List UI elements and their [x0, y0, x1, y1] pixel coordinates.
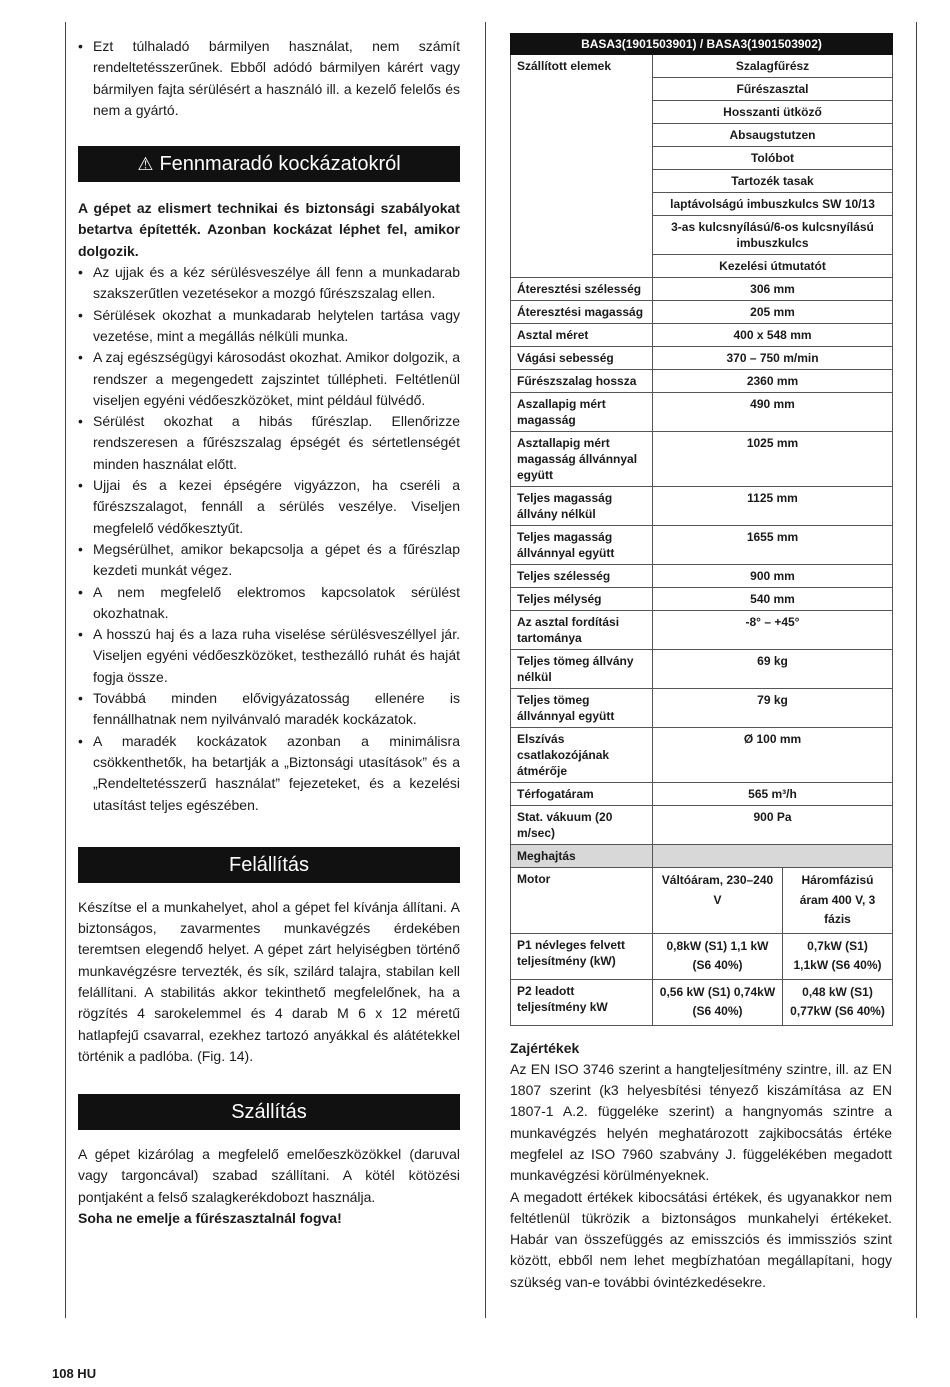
motor-ac-value: 0,8kW (S1) 1,1 kW (S6 40%)	[653, 933, 783, 979]
delivered-item: 3-as kulcsnyílású/6-os kulcsnyílású imbuszkulcs	[653, 216, 893, 255]
delivered-item: Fűrészasztal	[653, 78, 893, 101]
spec-row	[511, 611, 893, 650]
risk-bullet: • A zaj egészségügyi károsodást okozhat. Amikor dolgozik, a rendszer a megengedett zajszintet túllépheti. Feltétlenül viseljen egyéni védőeszközöket, mint például fülvédő.	[78, 347, 460, 411]
risks-heading	[78, 146, 460, 182]
spec-value: 370 – 750 m/min	[653, 347, 893, 370]
risk-bullet: • A maradék kockázatok azonban a minimálisra csökkenthetők, ha betartják a „Biztonsági utasítások” és a „Rendeltetésszerű használat” fejezeteket, és a kezelési utasítást teljes egészében.	[78, 731, 460, 816]
motor-row	[511, 933, 893, 979]
spec-value: 400 x 548 mm	[653, 324, 893, 347]
page-number: 108 HU	[52, 1366, 97, 1381]
drive-section-row	[511, 845, 893, 868]
spec-row	[511, 526, 893, 565]
spec-row	[511, 806, 893, 845]
spec-label: Áteresztési magasság	[511, 301, 653, 324]
spec-row	[511, 650, 893, 689]
setup-text: Készítse el a munkahelyet, ahol a gépet fel kívánja állítani. A biztonságos, zavarmentes munkavégzés érdekében teremtsen elegendő helyet. A gépet zárt helyiségben történő munkavégzésre tervezték, és sík, szilárd talajra, stabilan kell felállítani. A stabilitás akkor tekinthető megfelelőnek, ha a rögzítés 4 sarokelemmel és 4 darab M 6 x 12 méretű hatlapfejű csavarral, ezekhez tartozó anyákkal és alátétekkel történik a padlóba. (Fig. 14).	[78, 898, 460, 1064]
noise-paragraph-1: Az EN ISO 3746 szerint a hangteljesítmény szintre, ill. az EN 1807 szerint (k3 helyesbítési tényező kiszámítása az EN 1807-1 A.2. függeléke szerint) a hangnyomás szintre a munkavégzés helyén meghatározott zajkibocsátás értéke megfelel az ISO 7960 szabvány J. függelékében megadott munkavégzési körülményeknek.	[510, 1060, 892, 1184]
spec-label: Áteresztési szélesség	[511, 278, 653, 301]
spec-label: Fűrészszalag hossza	[511, 370, 653, 393]
spec-value: Ø 100 mm	[653, 728, 893, 783]
spec-label: Teljes tömeg állvány nélkül	[511, 650, 653, 689]
transport-text: A gépet kizárólag a megfelelő emelőeszközökkel (daruval vagy targoncával) szabad szállítani. A kötél kötözési pontjaként a felső szalagkerékdobozt használja.	[78, 1146, 460, 1205]
spec-row	[511, 728, 893, 783]
risks-title: Fennmaradó kockázatokról	[159, 153, 401, 176]
spec-label: Teljes mélység	[511, 588, 653, 611]
drive-section-label: Meghajtás	[511, 845, 653, 868]
spec-row	[511, 278, 893, 301]
spec-value: 205 mm	[653, 301, 893, 324]
spec-value: 900 Pa	[653, 806, 893, 845]
risk-bullet: • Sérülések okozhat a munkadarab helytelen tartása vagy vezetése, mint a megállás nélküli munka.	[78, 305, 460, 348]
transport-heading	[78, 1094, 460, 1130]
motor-row	[511, 868, 893, 934]
spec-table-header: BASA3(1901503901) / BASA3(1901503902)	[511, 34, 893, 55]
spec-value: 1125 mm	[653, 487, 893, 526]
spec-row	[511, 370, 893, 393]
spec-label: Térfogatáram	[511, 783, 653, 806]
spec-label: Az asztal fordítási tartománya	[511, 611, 653, 650]
risk-bullet: • A nem megfelelő elektromos kapcsolatok sérülést okozhatnak.	[78, 582, 460, 625]
motor-ac-value: 0,56 kW (S1) 0,74kW (S6 40%)	[653, 979, 783, 1025]
spec-row	[511, 565, 893, 588]
motor-row	[511, 979, 893, 1025]
spec-row	[511, 347, 893, 370]
motor-three-phase-value: 0,7kW (S1) 1,1kW (S6 40%)	[783, 933, 893, 979]
noise-title: Zajértékek	[510, 1039, 580, 1056]
delivered-item: Tartozék tasak	[653, 170, 893, 193]
spec-row	[511, 393, 893, 432]
setup-title: Felállítás	[228, 853, 310, 876]
motor-label: Motor	[511, 868, 653, 934]
spec-value: 1655 mm	[653, 526, 893, 565]
spec-row	[511, 487, 893, 526]
spec-value: 69 kg	[653, 650, 893, 689]
column-rule-right	[916, 22, 917, 1318]
left-column	[78, 36, 460, 1229]
spec-label: Vágási sebesség	[511, 347, 653, 370]
spec-value: 900 mm	[653, 565, 893, 588]
risk-bullet: • A hosszú haj és a laza ruha viselése sérülésveszéllyel jár. Viseljen egyéni védőeszközöket, testhezálló ruhát és haját fogja össze.	[78, 624, 460, 688]
delivered-label: Szállított elemek	[511, 55, 653, 278]
spec-value: 490 mm	[653, 393, 893, 432]
setup-heading	[78, 847, 460, 883]
spec-row	[511, 783, 893, 806]
risks-lead: A gépet az elismert technikai és biztonsági szabályokat betartva építették. Azonban kockázat léphet fel, amikor dolgozik.	[78, 200, 460, 259]
spec-row	[511, 689, 893, 728]
transport-warning: Soha ne emelje a fűrészasztalnál fogva!	[78, 1210, 342, 1227]
warning-icon: ⚠	[137, 154, 154, 175]
motor-label: P2 leadott teljesítmény kW	[511, 979, 653, 1025]
spec-label: Asztal méret	[511, 324, 653, 347]
spec-value: 306 mm	[653, 278, 893, 301]
column-rule-left	[65, 22, 66, 1318]
spec-value: 79 kg	[653, 689, 893, 728]
spec-value: 565 m³/h	[653, 783, 893, 806]
risk-bullet: • Sérülést okozhat a hibás fűrészlap. Ellenőrizze rendszeresen a fűrészszalag épségét és sértetlenségét minden használat előtt.	[78, 411, 460, 475]
spec-label: Aszallapig mért magasság	[511, 393, 653, 432]
risks-list	[78, 262, 460, 816]
spec-value: 2360 mm	[653, 370, 893, 393]
spec-label: Elszívás csatlakozójának átmérője	[511, 728, 653, 783]
intro-bullet: • Ezt túlhaladó bármilyen használat, nem számít rendeltetésszerűnek. Ebből adódó bármilyen kárért vagy bármilyen fajta sérülésért a használó ill. a kezelő felelős és nem a gyártó.	[78, 36, 460, 121]
spec-label: Asztallapig mért magasság állvánnyal együtt	[511, 432, 653, 487]
delivered-item: Szalagfűrész	[653, 55, 893, 78]
spec-row	[511, 432, 893, 487]
motor-ac-value: Váltóáram, 230–240 V	[653, 868, 783, 934]
spec-row	[511, 324, 893, 347]
spec-value: -8° – +45°	[653, 611, 893, 650]
delivered-item: Hosszanti ütköző	[653, 101, 893, 124]
intro-list	[78, 36, 460, 121]
risk-bullet: • Továbbá minden elővigyázatosság ellenére is fennállhatnak nem nyilvánvaló maradék kockázatok.	[78, 688, 460, 731]
risk-bullet: • Az ujjak és a kéz sérülésveszélye áll fenn a munkadarab szakszerűtlen vezetésekor a mozgó fűrészszalag ellen.	[78, 262, 460, 305]
motor-three-phase-value: 0,48 kW (S1) 0,77kW (S6 40%)	[783, 979, 893, 1025]
spec-row	[511, 301, 893, 324]
risk-bullet: • Ujjai és a kezei épségére vigyázzon, ha cseréli a fűrészszalagot, fennáll a sérülés veszélye. Viseljen megfelelő védőkesztyűt.	[78, 475, 460, 539]
spec-value: 540 mm	[653, 588, 893, 611]
delivered-item-row	[511, 55, 893, 78]
spec-label: Teljes magasság állvánnyal együtt	[511, 526, 653, 565]
delivered-item: laptávolságú imbuszkulcs SW 10/13	[653, 193, 893, 216]
column-rule-middle	[485, 22, 486, 1318]
spec-label: Teljes magasság állvány nélkül	[511, 487, 653, 526]
delivered-item: Kezelési útmutatót	[653, 255, 893, 278]
spec-label: Stat. vákuum (20 m/sec)	[511, 806, 653, 845]
delivered-item: Absaugstutzen	[653, 124, 893, 147]
risk-bullet: • Megsérülhet, amikor bekapcsolja a gépet és a fűrészlap kezdeti munkát végez.	[78, 539, 460, 582]
delivered-item: Tolóbot	[653, 147, 893, 170]
motor-three-phase-value: Háromfázisú áram 400 V, 3 fázis	[783, 868, 893, 934]
spec-label: Teljes tömeg állvánnyal együtt	[511, 689, 653, 728]
spec-row	[511, 588, 893, 611]
spec-table-body	[511, 55, 893, 1026]
spec-table	[510, 33, 893, 1026]
right-column	[510, 33, 892, 1293]
drive-section-fill	[653, 845, 893, 868]
spec-label: Teljes szélesség	[511, 565, 653, 588]
spec-value: 1025 mm	[653, 432, 893, 487]
noise-paragraph-2: A megadott értékek kibocsátási értékek, és ugyanakkor nem feltétlenül tükrözik a biztonságos munkahelyi értékeket. Habár van összefüggés az emisszciós és immissziós szint között, ebből nem lehet megbízhatóan megállapítani, hogy szükség van-e további óvintézkedésekre.	[510, 1188, 892, 1290]
motor-label: P1 névleges felvett teljesítmény (kW)	[511, 933, 653, 979]
transport-title: Szállítás	[231, 1101, 307, 1124]
